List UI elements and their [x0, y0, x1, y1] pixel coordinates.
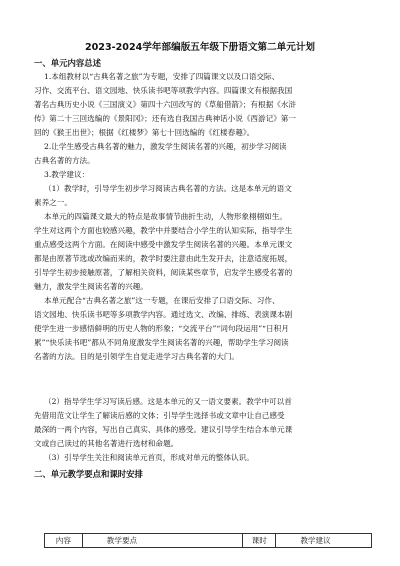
paragraph-line: （1）教学时，引导学生初步学习阅读古典名著的方法。这是本单元的语文	[44, 184, 292, 193]
table-header-cell: 教学建议	[276, 534, 372, 548]
paragraph-line: 使学生进一步感悟鲜明的历史人物的形象；“交流平台”“词句段运用”“日积月	[34, 324, 289, 333]
paragraph-line: 传》第二十三回选编的《景阳冈》；还有选自我国古典神话小说《西游记》第一	[34, 114, 296, 123]
paragraph-line: 1.本组教材以“古典名著之旅”为专题，安排了四篇课文以及口语交际、	[44, 72, 280, 81]
paragraph-line: 先借用范文让学生了解读后感的文体；引导学生选择书或文章中让自己感受	[34, 411, 285, 420]
paragraph-line: 语文园地、快乐读书吧等多项教学内容。通过选文、改编、排练、表演课本剧	[34, 310, 293, 319]
paragraph-line: 回的《猴王出世》；根据《红楼梦》第七十回选编的《红楼春趣》。	[34, 128, 255, 137]
paragraph-line: 本单元配合“古典名著之旅”这一专题，在课后安排了口语交际、习作、	[44, 296, 280, 305]
table-header-cell: 教学要点	[82, 534, 242, 548]
paragraph-line: 著名古典历史小说《三国演义》第四十六回改写的《草船借箭》；有根据《水浒	[34, 100, 296, 109]
section-heading-summary: 一、单元内容总述	[34, 58, 101, 68]
document-title: 2023-2024学年部编版五年级下册语文第二单元计划	[84, 42, 316, 53]
paragraph-line: 引导学生初步接触原著，了解相关资料，阅读某些章节，启发学生感受名著的	[34, 268, 293, 277]
paragraph-line: 2.让学生感受古典名著的魅力，激发学生阅读名著的兴趣，初步学习阅读	[44, 142, 287, 151]
teaching-plan-table	[44, 533, 372, 548]
paragraph-line: 累”“快乐读书吧”都从不同角度激发学生阅读名著的兴趣，帮助学生学习阅读	[34, 338, 289, 347]
table-header-row	[45, 534, 372, 548]
paragraph-line: 名著的方法。目的是引领学生自觉走进学习古典名著的大门。	[34, 352, 240, 361]
paragraph-line: 文或自己读过的其他名著进行选材和命题。	[34, 439, 179, 448]
paragraph-line: 学生对这两个方面也较感兴趣，教学中并要结合小学生的认知实际，指导学生	[34, 226, 293, 235]
paragraph-line: 最深的一两个内容，写出自己真实、具体的感受。建议引导学生结合本单元课	[34, 425, 293, 434]
paragraph-line: 素养之一。	[34, 198, 72, 207]
paragraph-line: 重点感受这两个方面。在阅读中感受中激发学生阅读名著的兴趣。本单元课文	[34, 240, 293, 249]
paragraph-line: 魅力，激发学生阅读名著的兴趣。	[34, 282, 148, 291]
paragraph-line: 3.教学建议：	[44, 170, 90, 179]
table-header-cell: 内容	[45, 534, 83, 548]
paragraph-line: 古典名著的方法。	[34, 156, 95, 165]
paragraph-line: 都是由原著节选或改编而来的，教学时要注意由此生发开去，注意适度拓展，	[34, 254, 293, 263]
paragraph-line: （2）指导学生学习写读后感。这是本单元的又一语文要素。教学中可以首	[44, 397, 292, 406]
paragraph-line: 习作、交流平台、语文园地、快乐读书吧等项教学内容。四篇课文有根据我国	[34, 86, 293, 95]
paragraph-line: 本单元的四篇课文最大的特点是故事情节曲折生动，人物形象栩栩如生。	[44, 212, 287, 221]
paragraph-line: （3）引导学生关注和阅读单元首页，形成对单元的整体认识。	[44, 453, 254, 462]
table-header-cell: 课时	[243, 534, 276, 548]
section-heading-teaching-plan: 二、单元教学要点和课时安排	[34, 469, 143, 479]
